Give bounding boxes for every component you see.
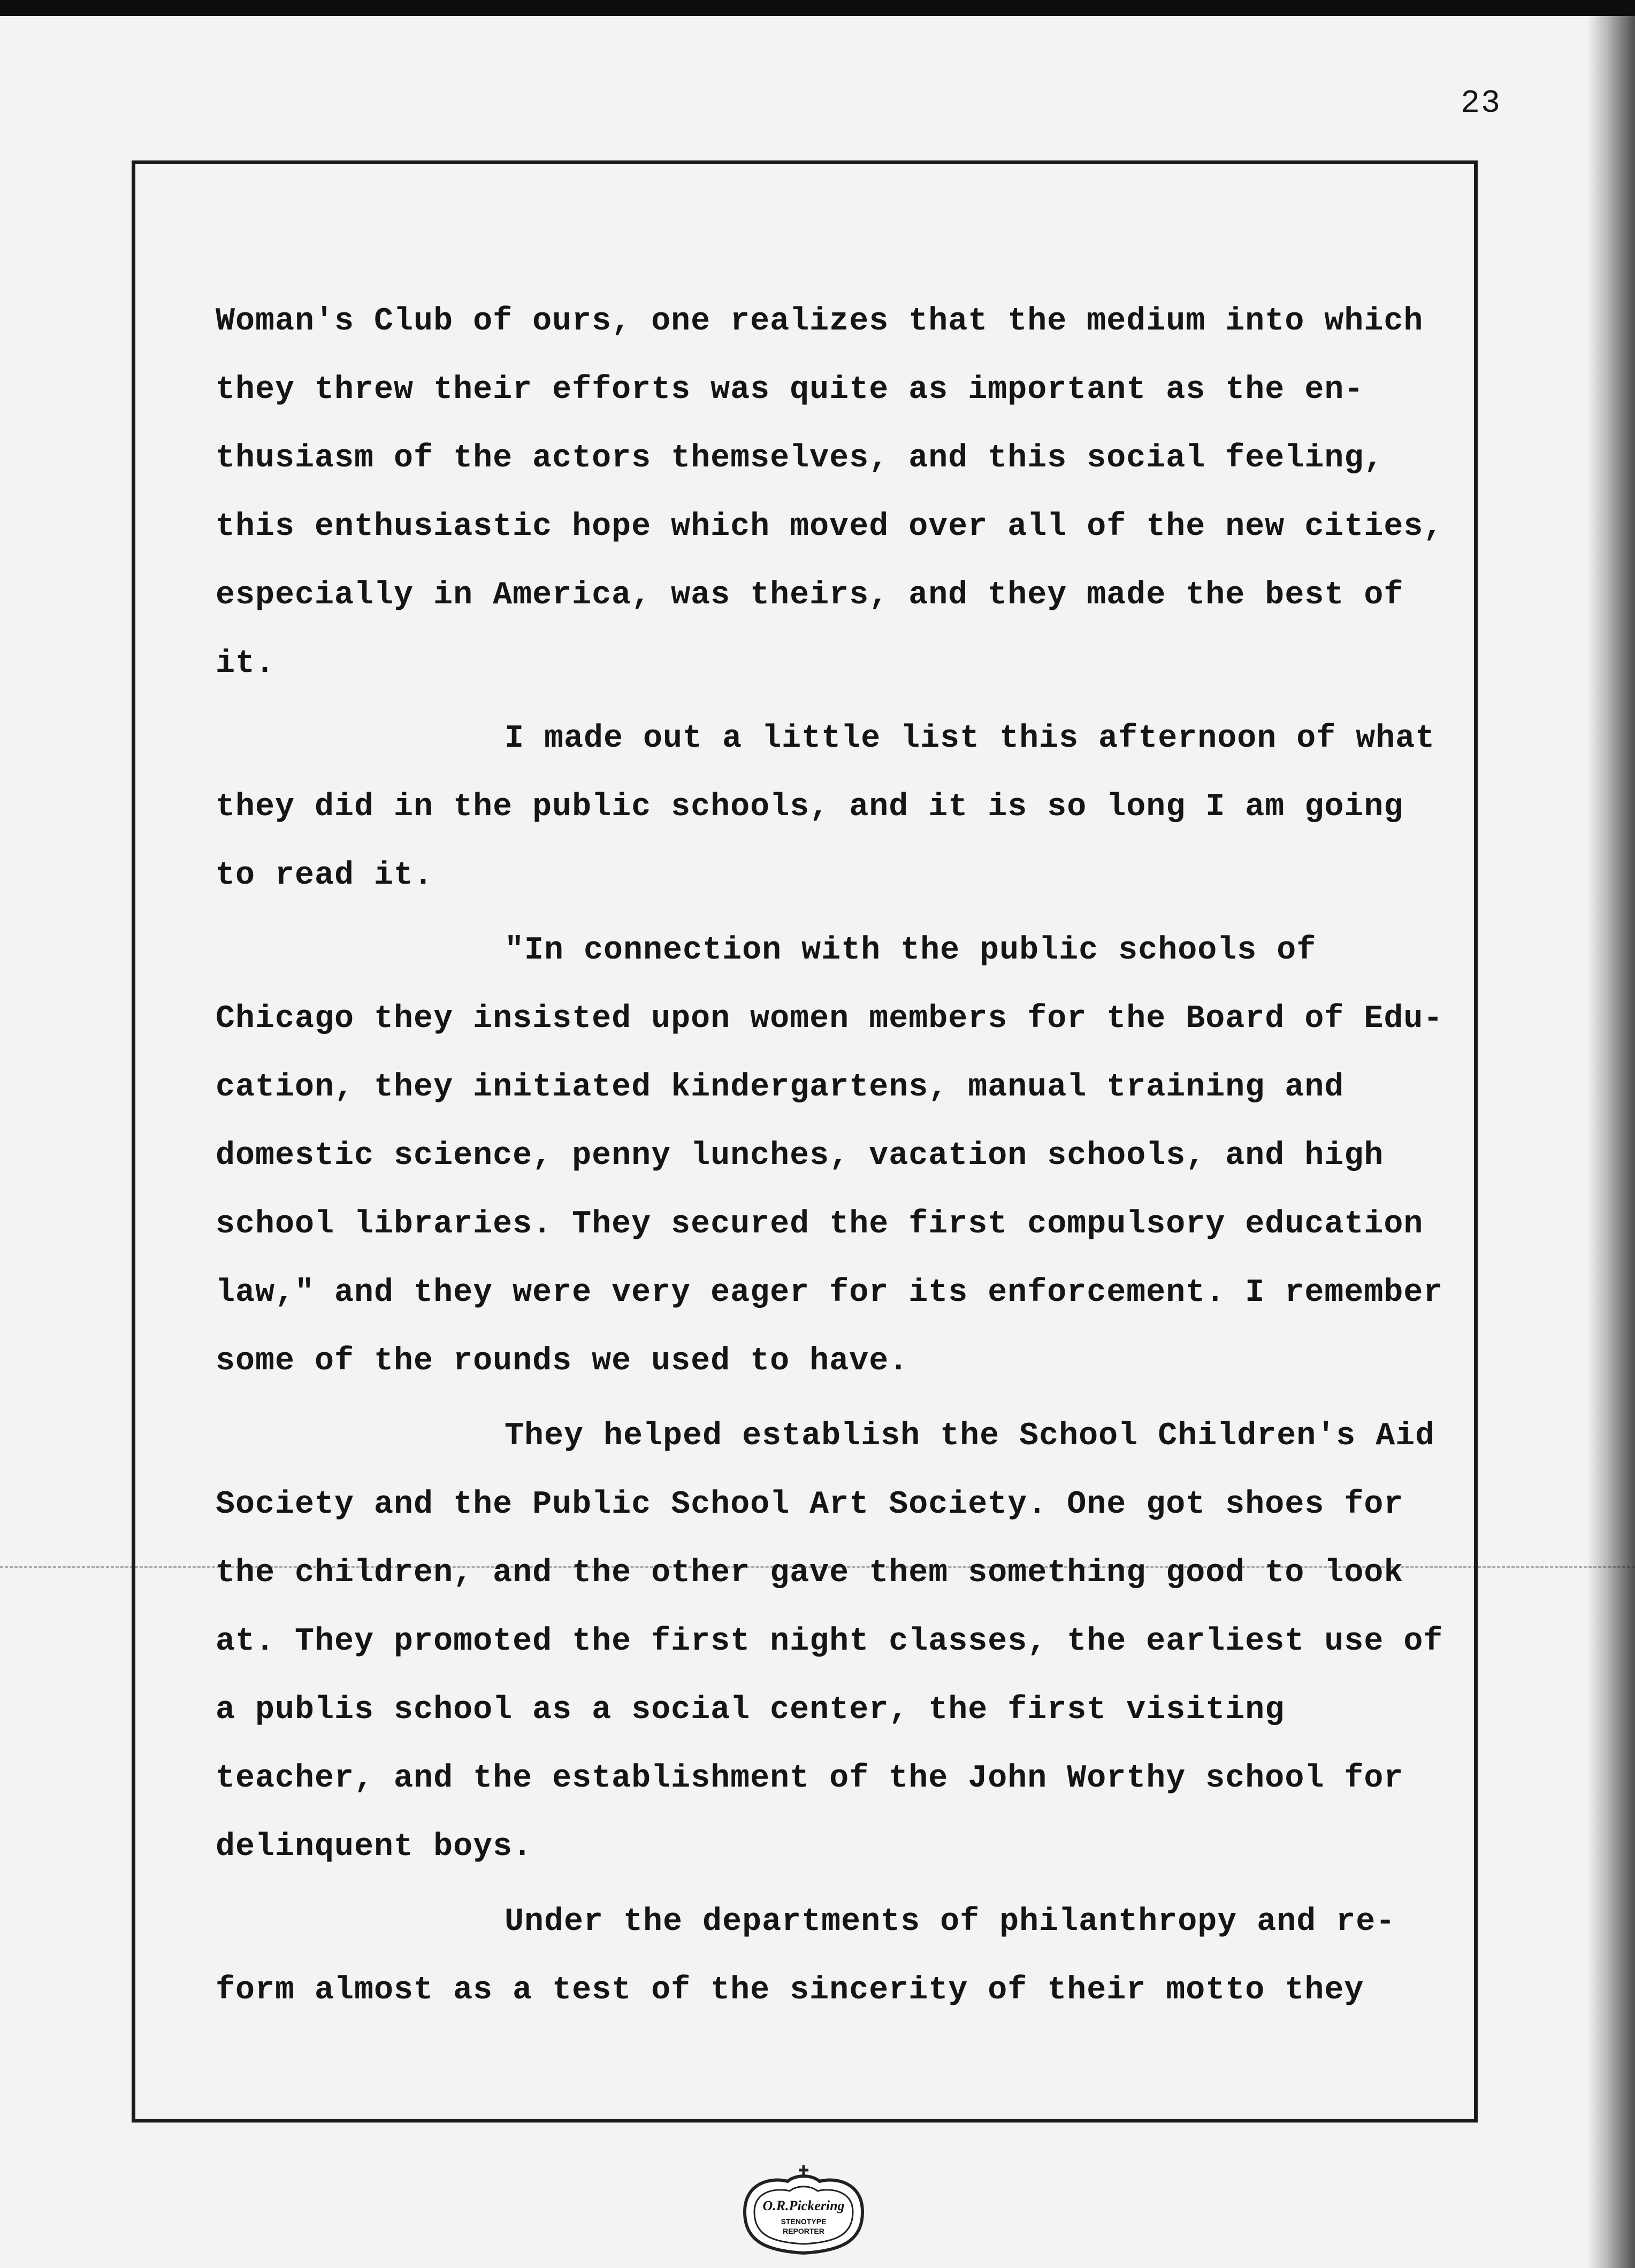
paragraph-4: They helped establish the School Children's Aid Society and the Public School Art Society. One got shoes for the children, and the other gave them something good to look at. They promoted the first night classes, the earliest use of a publis school as a social center, the first visiting teacher, and the establishment of the John Worthy school for delinquent boys. <box>216 1418 1463 1865</box>
fold-line <box>0 1566 1635 1568</box>
paragraph-3: "In connection with the public schools of Chicago they insisted upon women members for the Board of Edu-cation, they initiated kindergartens, manual training and domestic science, penny lunches, vacation schools, and high school libraries. They secured the first compulsory education law," and they were very eager for its enforcement. I remember some of the rounds we used to have. <box>216 932 1463 1380</box>
stenotype-reporter-seal <box>734 2161 873 2263</box>
paragraph-2: I made out a little list this afternoon of what they did in the public schools, and it is so long I am going to read it. <box>216 721 1455 894</box>
paragraph-5: Under the departments of philanthropy and re-form almost as a test of the sincerity of their motto they <box>216 1904 1396 2009</box>
seal-name: O.R.Pickering <box>762 2198 845 2213</box>
text-frame <box>132 160 1478 2123</box>
scan-top-edge <box>0 0 1635 16</box>
seal-line-1: STENOTYPE <box>781 2217 827 2226</box>
body-text <box>216 287 1463 2031</box>
scan-right-edge-shadow <box>1587 16 1635 2268</box>
page-number: 23 <box>1461 86 1502 122</box>
seal-line-2: REPORTER <box>783 2227 824 2235</box>
paragraph-1: Woman's Club of ours, one realizes that the medium into which they threw their efforts was quite as important as the en-thusiasm of the actors themselves, and this social feeling, this enthusiastic hope which moved over all of the new cities, especially in America, was theirs, and they made the best of it. <box>216 303 1463 682</box>
